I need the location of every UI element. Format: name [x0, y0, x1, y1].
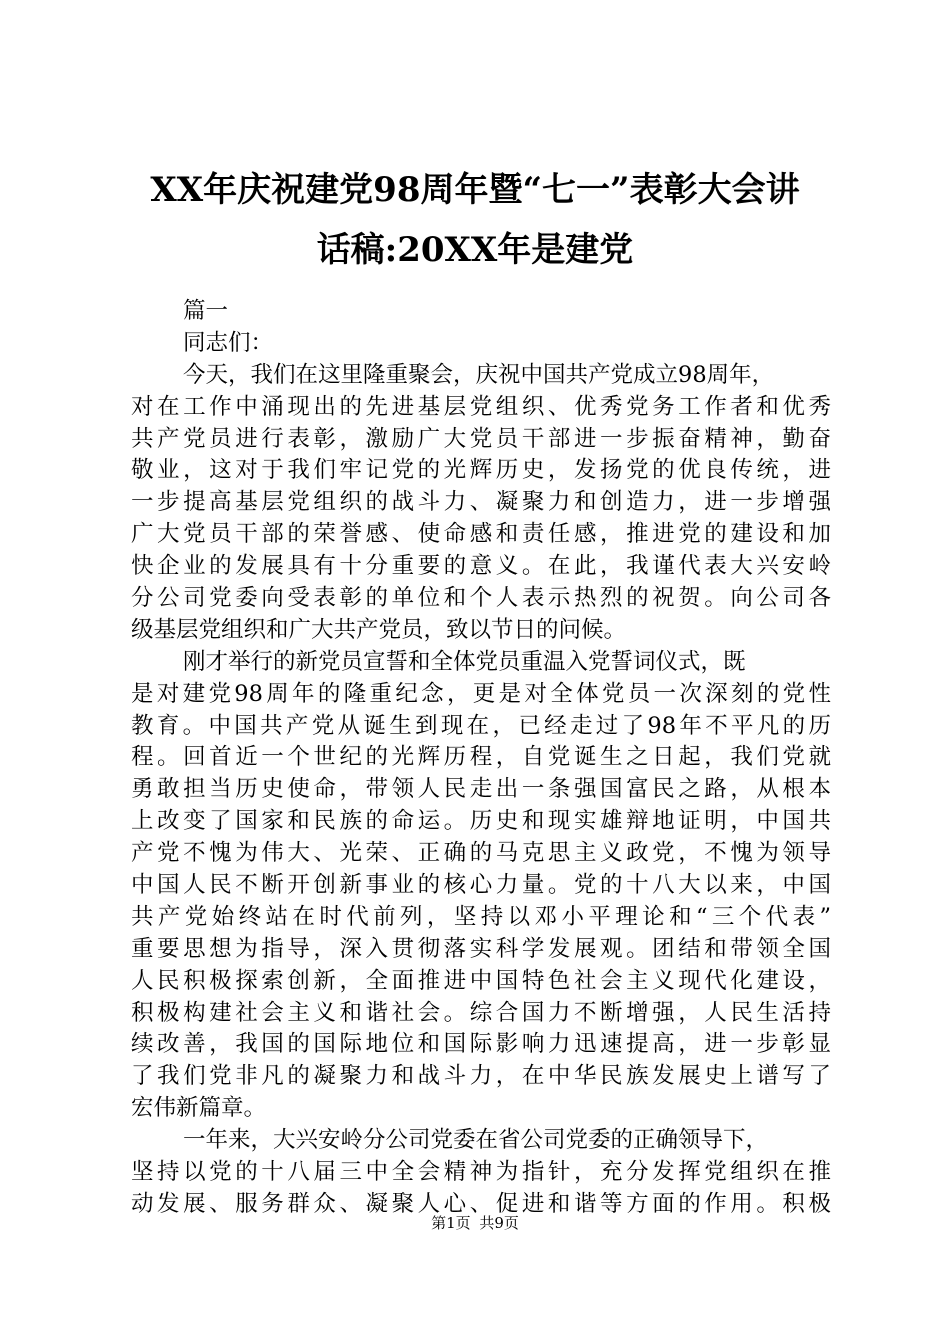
body-line: 一步提高基层党组织的战斗力、凝聚力和创造力，进一步增强 — [131, 489, 831, 516]
page-footer — [0, 1213, 950, 1233]
title-line-1: XX年庆祝建党98周年暨“七一”表彰大会讲 — [150, 170, 800, 210]
body-line: 共产党员进行表彰，激励广大党员干部进一步振奋精神，勤奋 — [131, 425, 831, 452]
body-line: 同志们： — [183, 329, 274, 356]
body-line: 今天，我们在这里隆重聚会，庆祝中国共产党成立98周年， — [183, 361, 775, 388]
body-line: 级基层党组织和广大共产党员，致以节日的问候。 — [131, 616, 627, 643]
body-line: 对在工作中涌现出的先进基层党组织、优秀党务工作者和优秀 — [131, 393, 831, 420]
body-line: 积极构建社会主义和谐社会。综合国力不断增强，人民生活持 — [131, 999, 831, 1026]
body-line: 篇一 — [183, 298, 229, 324]
body-line: 教育。中国共产党从诞生到现在，已经走过了98年不平凡的历 — [131, 712, 831, 739]
body-line: 宏伟新篇章。 — [131, 1095, 267, 1122]
body-line: 一年来，大兴安岭分公司党委在省公司党委的正确领导下， — [183, 1127, 769, 1154]
body-line: 人民积极探索创新，全面推进中国特色社会主义现代化建设， — [131, 967, 831, 994]
body-line: 敬业，这对于我们牢记党的光辉历史，发扬党的优良传统，进 — [131, 457, 831, 484]
body-line: 勇敢担当历史使命，带领人民走出一条强国富民之路，从根本 — [131, 776, 831, 803]
body-line: 重要思想为指导，深入贯彻落实科学发展观。团结和带领全国 — [131, 935, 831, 962]
body-line: 了我们党非凡的凝聚力和战斗力，在中华民族发展史上谱写了 — [131, 1063, 831, 1090]
body-line: 广大党员干部的荣誉感、使命感和责任感，推进党的建设和加 — [131, 521, 831, 548]
body-line: 上改变了国家和民族的命运。历史和现实雄辩地证明，中国共 — [131, 808, 831, 835]
body-line: 快企业的发展具有十分重要的意义。在此，我谨代表大兴安岭 — [131, 553, 831, 580]
document-title — [120, 160, 830, 280]
body-line: 是对建党98周年的隆重纪念，更是对全体党员一次深刻的党性 — [131, 680, 831, 707]
body-line: 刚才举行的新党员宣誓和全体党员重温入党誓词仪式，既 — [183, 648, 746, 675]
page-total: 共9页 — [479, 1214, 519, 1232]
body-line: 中国人民不断开创新事业的核心力量。党的十八大以来，中国 — [131, 872, 831, 899]
body-line: 产党不愧为伟大、光荣、正确的马克思主义政党，不愧为领导 — [131, 840, 831, 867]
body-line: 坚持以党的十八届三中全会精神为指针，充分发挥党组织在推 — [131, 1159, 831, 1186]
body-line: 续改善，我国的国际地位和国际影响力迅速提高，进一步彰显 — [131, 1031, 831, 1058]
body-line: 动发展、服务群众、凝聚人心、促进和谐等方面的作用。积极 — [131, 1190, 831, 1217]
body-line: 分公司党委向受表彰的单位和个人表示热烈的祝贺。向公司各 — [131, 585, 831, 612]
document-body — [131, 296, 831, 1221]
body-line: 程。回首近一个世纪的光辉历程，自党诞生之日起，我们党就 — [131, 744, 831, 771]
title-line-2: 话稿:20XX年是建党 — [316, 230, 634, 270]
body-line: 共产党始终站在时代前列，坚持以邓小平理论和“三个代表” — [131, 903, 831, 930]
page-number: 第1页 — [431, 1214, 471, 1232]
